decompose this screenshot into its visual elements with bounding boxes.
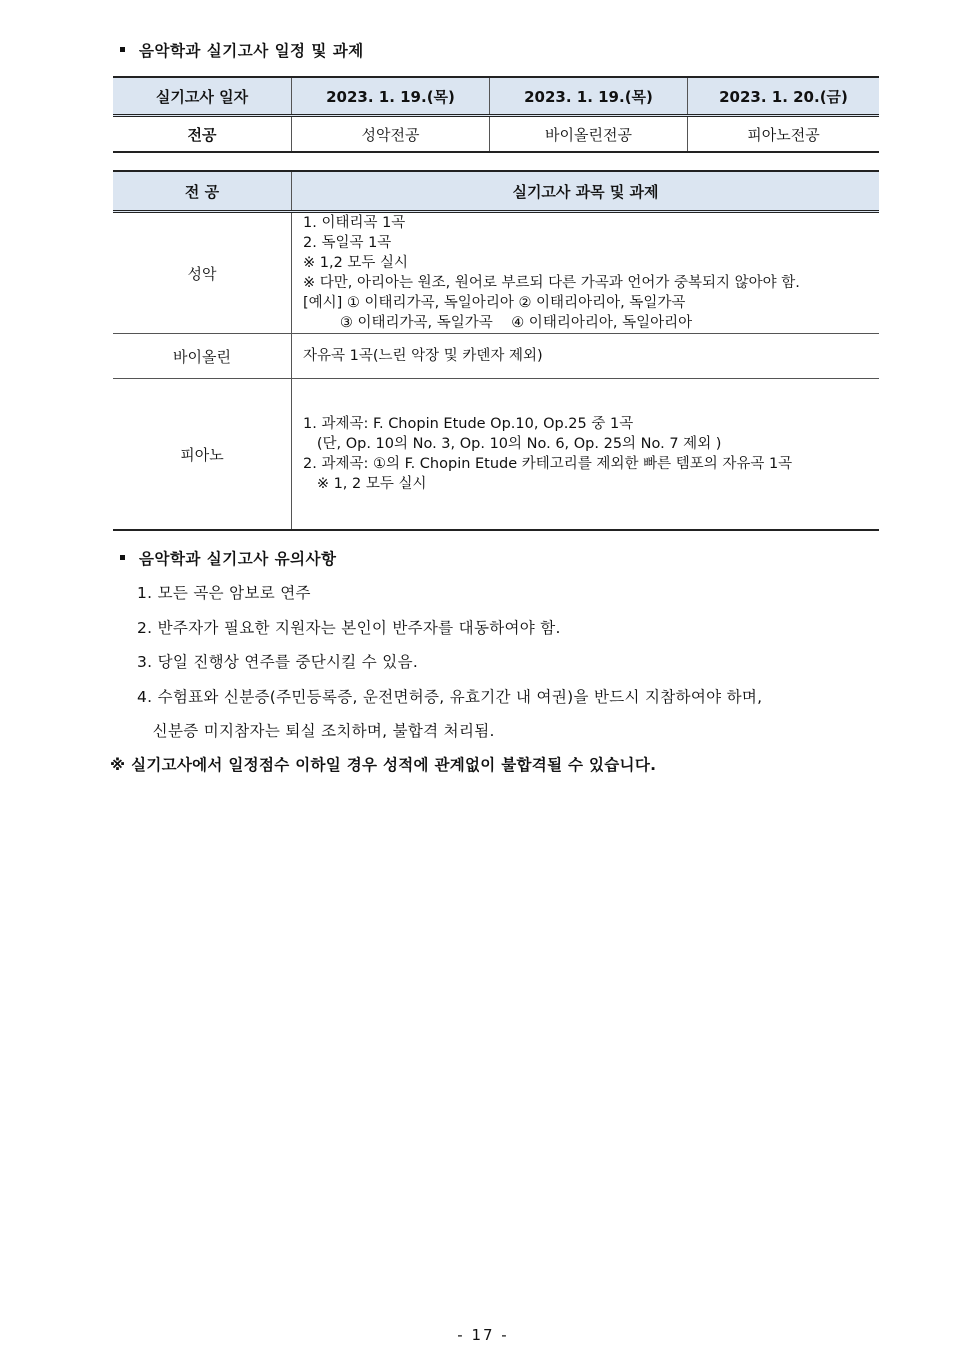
content-line: 1. 이태리곡 1곡 (303, 215, 406, 231)
content-cell (292, 212, 880, 334)
schedule-cell: 전공 (113, 116, 292, 153)
subjects-header-major: 전 공 (113, 171, 292, 212)
final-note: ※ 실기고사에서 일정점수 이하일 경우 성적에 관계없이 불합격될 수 있습니다. (110, 756, 657, 774)
content-line: 2. 독일곡 1곡 (303, 235, 392, 251)
note-item: 3. 당일 진행상 연주를 중단시킬 수 있음. (137, 653, 419, 671)
schedule-cell: 바이올린전공 (490, 116, 688, 153)
content-line: ※ 1,2 모두 실시 (303, 255, 409, 271)
content-cell (292, 379, 880, 531)
schedule-header-row (113, 77, 879, 116)
content-line: 자유곡 1곡(느린 악장 및 카덴자 제외) (303, 348, 543, 364)
content-line: 1. 과제곡: F. Chopin Etude Op.10, Op.25 중 1곡 (303, 416, 634, 432)
bullet-icon (120, 555, 125, 560)
section-heading-schedule (120, 39, 364, 61)
note-item: 2. 반주자가 필요한 지원자는 본인이 반주자를 대동하여야 함. (137, 619, 561, 637)
schedule-header-cell: 2023. 1. 19.(목) (292, 77, 490, 116)
bullet-icon (120, 47, 125, 52)
table-row (113, 334, 879, 379)
note-item: 1. 모든 곡은 암보로 연주 (137, 584, 311, 602)
table-row (113, 212, 879, 334)
section-heading-notes (120, 547, 336, 569)
page-number: - 17 - (457, 1326, 509, 1344)
subjects-header-row (113, 171, 879, 212)
section-title: 음악학과 실기고사 유의사항 (139, 550, 337, 568)
content-line: [예시] ① 이태리가곡, 독일아리아 ② 이태리아리아, 독일가곡 (303, 295, 686, 311)
schedule-header-cell: 2023. 1. 20.(금) (688, 77, 880, 116)
content-line: ③ 이태리가곡, 독일가곡 ④ 이태리아리아, 독일아리아 (303, 315, 693, 331)
content-line: ※ 다만, 아리아는 원조, 원어로 부르되 다른 가곡과 언어가 중복되지 않아야 함. (303, 275, 800, 291)
schedule-cell: 피아노전공 (688, 116, 880, 153)
section-title: 음악학과 실기고사 일정 및 과제 (139, 42, 364, 60)
schedule-table (113, 76, 879, 153)
table-row (113, 379, 879, 531)
major-cell: 성악 (113, 212, 292, 334)
content-line: 2. 과제곡: ①의 F. Chopin Etude 카테고리를 제외한 빠른 템포의 자유곡 1곡 (303, 456, 793, 472)
schedule-header-cell: 2023. 1. 19.(목) (490, 77, 688, 116)
major-cell: 바이올린 (113, 334, 292, 379)
content-cell (292, 334, 880, 379)
schedule-row (113, 116, 879, 153)
schedule-header-cell: 실기고사 일자 (113, 77, 292, 116)
subjects-header-content: 실기고사 과목 및 과제 (292, 171, 880, 212)
schedule-cell: 성악전공 (292, 116, 490, 153)
note-item: 4. 수험표와 신분증(주민등록증, 운전면허증, 유효기간 내 여권)을 반드시 지참하여야 하며, (137, 688, 763, 706)
subjects-table (113, 170, 879, 531)
major-cell: 피아노 (113, 379, 292, 531)
content-line: ※ 1, 2 모두 실시 (303, 476, 427, 492)
note-item: 신분증 미지참자는 퇴실 조치하며, 불합격 처리됨. (137, 722, 495, 740)
content-line: (단, Op. 10의 No. 3, Op. 10의 No. 6, Op. 25의 No. 7 제외 ) (303, 436, 722, 452)
